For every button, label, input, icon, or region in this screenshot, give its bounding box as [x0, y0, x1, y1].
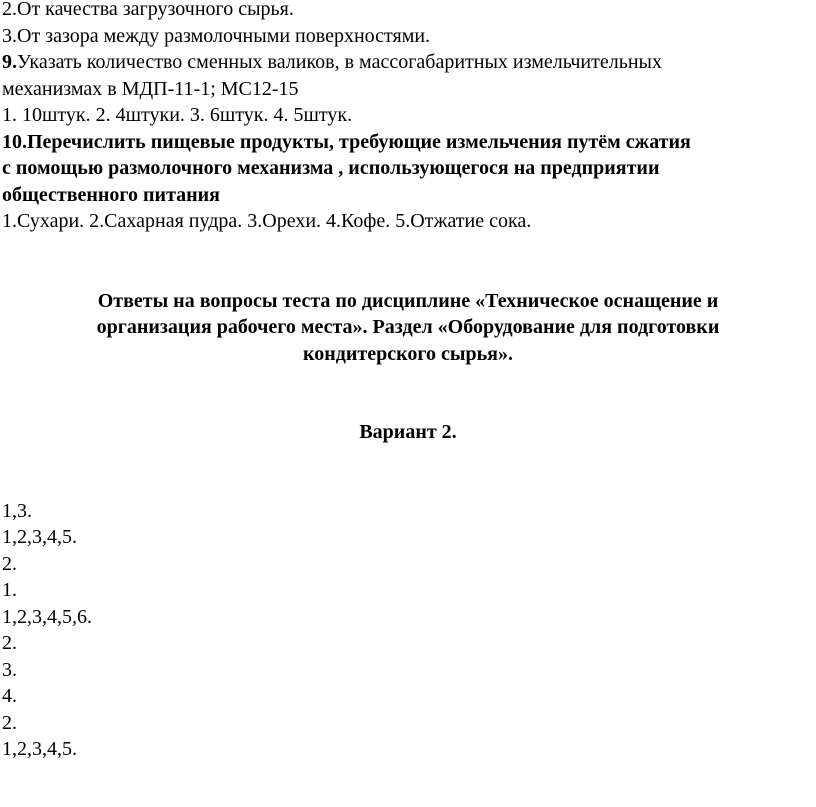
answer-item: 1,2,3,4,5,6. [2, 605, 92, 628]
spacer [2, 235, 814, 288]
question-10-line: 10.Перечислить пищевые продукты, требующие измельчения путём сжатия [2, 130, 691, 153]
answers-heading-line: Ответы на вопросы теста по дисциплине «Техническое оснащение и [97, 289, 719, 312]
variant-title: Вариант 2. [359, 421, 457, 443]
answer-item: 2. [2, 711, 17, 734]
answers-heading-line: организация рабочего места». Раздел «Оборудование для подготовки [96, 316, 720, 338]
question-text: Указать количество сменных валиков, в массогабаритных измельчительных [17, 51, 662, 73]
answer-option-line: 3.От зазора между размолочными поверхностями. [2, 24, 431, 47]
document-body [2, 0, 814, 763]
answer-item: 1,3. [2, 499, 32, 522]
answer-item: 2. [2, 632, 17, 654]
question-10-line: с помощью размолочного механизма , использующегося на предприятии [2, 157, 660, 179]
question-number: 9. [2, 51, 17, 73]
answers-list [2, 498, 814, 763]
answer-item: 1,2,3,4,5. [2, 738, 77, 760]
answers-heading-line: кондитерского сырья». [303, 342, 513, 365]
question-options: 1. 10штук. 2. 4штуки. 3. 6штук. 4. 5штук. [2, 104, 353, 126]
question-9 [2, 49, 814, 76]
question-10-line: общественного питания [2, 183, 220, 206]
answer-item: 3. [2, 658, 17, 681]
spacer [2, 446, 814, 498]
question-text-continuation: механизмах в МДП-11-1; МС12-15 [2, 77, 299, 100]
answer-item: 1,2,3,4,5. [2, 526, 77, 548]
question-options: 1.Сухари. 2.Сахарная пудра. 3.Орехи. 4.Кофе. 5.Отжатие сока. [2, 210, 532, 232]
answer-item: 4. [2, 685, 17, 707]
answer-item: 2. [2, 552, 17, 575]
answer-option-line: 2.От качества загрузочного сырья. [2, 0, 294, 20]
answer-item: 1. [2, 579, 17, 601]
spacer [2, 367, 814, 419]
